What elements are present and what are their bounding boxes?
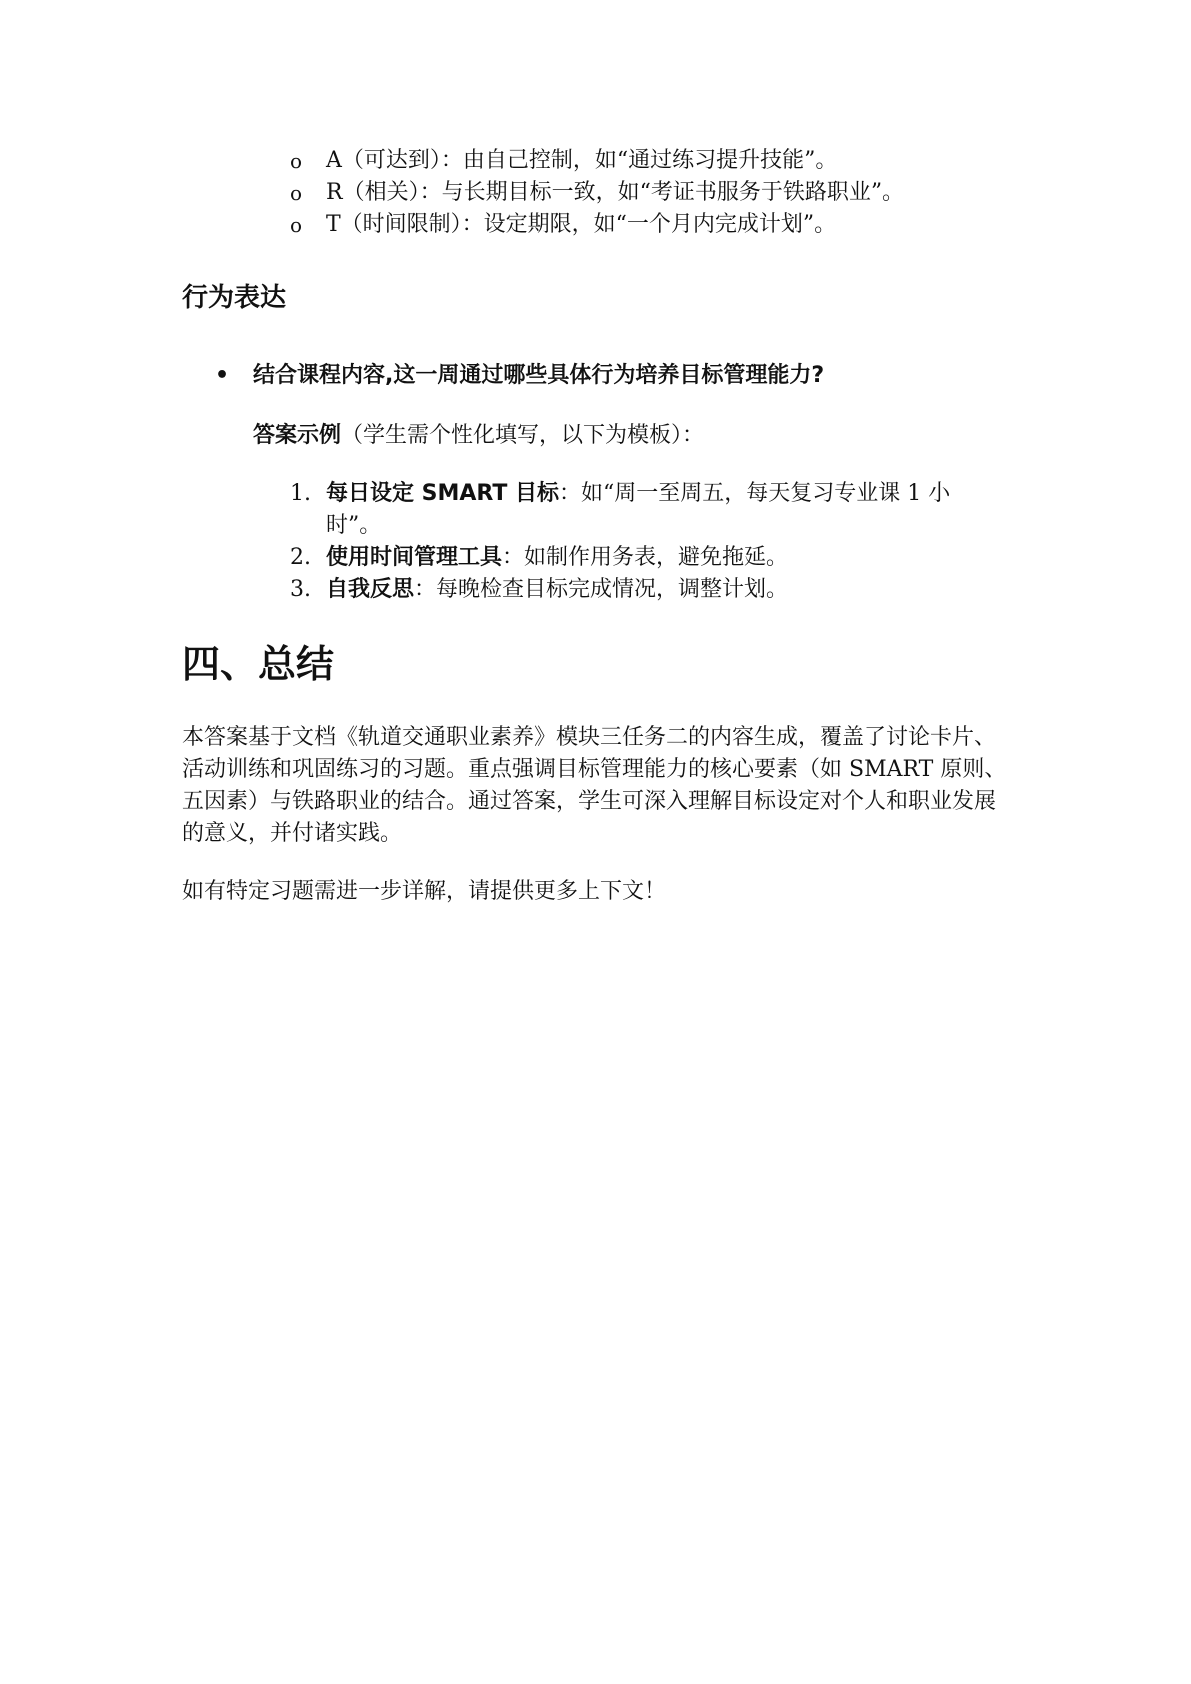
answer-note: （学生需个性化填写，以下为模板）： (341, 423, 705, 448)
answer-intro (253, 418, 704, 454)
list-item (290, 177, 904, 209)
list-item-text: A（可达到）：由自己控制，如“通过练习提升技能”。 (326, 148, 838, 173)
circle-bullet-icon: o (290, 213, 303, 237)
summary-heading: 四、总结 (182, 642, 335, 686)
closing-paragraph: 如有特定习题需进一步详解，请提供更多上下文！ (182, 879, 667, 904)
answer-label: 答案示例 (253, 423, 342, 448)
smart-principle-list (290, 145, 904, 241)
circle-bullet-icon: o (290, 181, 303, 205)
list-item (290, 145, 904, 177)
step-title: 自我反思 (326, 577, 415, 602)
step-number: 3. (290, 577, 311, 602)
step-text: ：每晚检查目标完成情况，调整计划。 (414, 577, 789, 602)
list-item (290, 209, 904, 241)
step-number: 2. (290, 545, 311, 570)
step-text: ：如“周一至周五，每天复习专业课 1 小时”。 (326, 481, 951, 538)
bullet-dot-icon: • (215, 363, 230, 388)
answer-steps-list (290, 478, 990, 606)
list-item-text: R（相关）：与长期目标一致，如“考证书服务于铁路职业”。 (326, 180, 905, 205)
section-heading: 行为表达 (182, 283, 287, 313)
list-item (290, 574, 990, 606)
step-title: 使用时间管理工具 (326, 545, 503, 570)
list-item-text: T（时间限制）：设定期限，如“一个月内完成计划”。 (326, 212, 837, 237)
step-text: ：如制作用务表，避免拖延。 (502, 545, 789, 570)
question-text: 结合课程内容,这一周通过哪些具体行为培养目标管理能力? (253, 363, 825, 388)
step-title: 每日设定 SMART 目标 (326, 481, 560, 506)
list-item (290, 478, 996, 542)
circle-bullet-icon: o (290, 149, 303, 173)
step-number: 1. (290, 481, 311, 506)
summary-paragraph: 本答案基于文档《轨道交通职业素养》模块三任务二的内容生成，覆盖了讨论卡片、活动训练和巩固练习的习题。重点强调目标管理能力的核心要素（如 SMART 原则、五因素）与铁路职业的结合。通过答案，学生可深入理解目标设定对个人和职业发展的意义，并付诸实践。 (182, 725, 1007, 846)
list-item (290, 542, 990, 574)
